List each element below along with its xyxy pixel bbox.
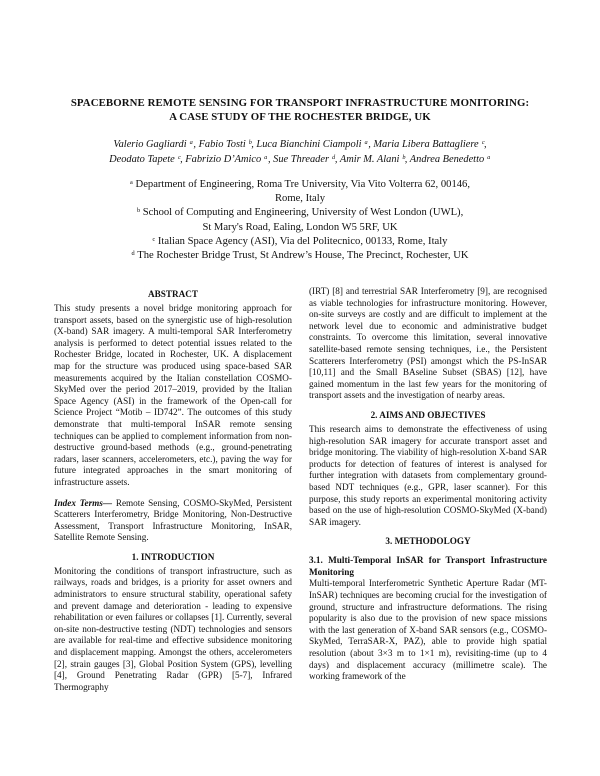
paper-title [40, 96, 560, 124]
methodology-text: Multi-temporal Interferometric Synthetic Aperture Radar (MT-InSAR) techniques are becoming crucial for the investigation of ground, structure and infrastructure deformations. The rising popularity is also due to the provision of new space missions with the last generation of X-band SAR sensors (e.g., COSMO-SkyMed, TerraSAR-X, PAZ), able to provide high spatial resolution (about 3×3 m to 1×1 m), revisiting-time (up to 4 days) and displacement accuracy (millimetre scale). The working framework of the [309, 578, 547, 682]
aims-text: This research aims to demonstrate the effectiveness of using high-resolution SAR imagery for accurate transport asset and bridge monitoring. The viability of high-resolution X-band SAR products for detection of features of interest is analysed for further integration with datasets from complementary ground-based NDT techniques (e.g., GPR, laser scanner). For this purpose, this study reports an experimental monitoring activity based on the use of high-resolution COSMO-SkyMed (X-band) SAR imagery. [309, 423, 547, 527]
introduction-text: Monitoring the conditions of transport infrastructure, such as railways, roads and bridges, is a priority for asset owners and administrators to ensure structural stability, operational safety and prevent damage and deterioration - leading to expensive rehabilitation or even failures or collapses [1]. Currently, several on-site non-destructive testing (NDT) technologies and sensors are available for real-time and effective subsidence monitoring and displacement mapping. Amongst the others, accelerometers [2], strain gauges [3], Global Position System (GPS), levelling [4], Ground Penetrating Radar (GPR) [5-7], Infrared Thermography [54, 565, 292, 692]
affiliation-a-line-2: Rome, Italy [274, 193, 325, 205]
index-terms [54, 498, 292, 544]
author-list [40, 137, 560, 167]
left-column [54, 288, 292, 693]
affiliation-b-line-1: ᵇ School of Computing and Engineering, University of West London (UWL), [136, 207, 464, 219]
methodology-heading: 3. METHODOLOGY [385, 536, 471, 547]
affiliations [60, 178, 540, 263]
abstract-heading: ABSTRACT [147, 289, 199, 299]
right-column [309, 286, 547, 683]
title-line-2: A CASE STUDY OF THE ROCHESTER BRIDGE, UK [169, 111, 431, 123]
authors-line-2: Deodato Tapete ᶜ, Fabrizio D’Amico ᵃ, Sue Threader ᵈ, Amir M. Alani ᵇ, Andrea Benedetto ᵃ [109, 154, 491, 165]
affiliation-b-line-2: St Mary's Road, Ealing, London W5 5RF, UK [202, 221, 398, 233]
affiliation-d: ᵈ The Rochester Bridge Trust, St Andrew’s House, The Precinct, Rochester, UK [131, 250, 469, 262]
authors-line-1: Valerio Gagliardi ᵃ, Fabio Tosti ᵇ, Luca Bianchini Ciampoli ᵃ, Maria Libera Battagliere ᶜ, [113, 139, 487, 150]
methodology-subheading: 3.1. Multi-Temporal InSAR for Transport Infrastructure Monitoring [309, 555, 547, 577]
introduction-heading: 1. INTRODUCTION [131, 551, 215, 562]
abstract-text: This study presents a novel bridge monitoring approach for transport assets, based on the synergistic use of high-resolution (X-band) SAR imagery. A multi-temporal SAR Interferometry analysis is performed to detect potential issues related to the Rochester Bridge, located in Rochester, UK. A displacement map for the structure was produced using space-based SAR measurements acquired by the Italian constellation COSMO-SkyMed over the period 2017–2019, provided by the Italian Space Agency (ASI) in the framework of the Open-call for Science Project “Motib – ID742”. The outcomes of this study demonstrate that multi-temporal InSAR remote sensing techniques can be applied to complement information from non-destructive ground-based methods (e.g., ground-penetrating radars, laser scanners, accelerometers, etc.), paving the way for future integrated approaches in the smart monitoring of infrastructure assets. [54, 303, 292, 487]
affiliation-c: ᶜ Italian Space Agency (ASI), Via del Politecnico, 00133, Rome, Italy [152, 235, 448, 247]
index-terms-text: Remote Sensing, COSMO-SkyMed, Persistent Scatterers Interferometry, Bridge Monitoring, Non-Destructive Assessment, Transport Infrastructure Monitoring, InSAR, Satellite Remote Sensing. [54, 497, 293, 543]
title-line-1: SPACEBORNE REMOTE SENSING FOR TRANSPORT INFRASTRUCTURE MONITORING: [70, 97, 530, 109]
aims-heading: 2. AIMS AND OBJECTIVES [370, 409, 486, 420]
introduction-continued: (IRT) [8] and terrestrial SAR Interferometry [9], are recognised as viable technologies for infrastructure monitoring. However, on-site surveys are costly and are difficult to implement at the network level due to economic and administrative budget constraints. To overcome this limitation, several innovative satellite-based remote sensing techniques, i.e., the Persistent Scatterers Interferometry (PSI) amongst which the PS-InSAR [10,11] and the Small BAseline Subset (SBAS) [12], have gained momentum in the last few years for the monitoring of transport assets and the investigation of nearby areas. [309, 286, 547, 401]
index-terms-label: Index Terms— [54, 497, 113, 508]
affiliation-a-line-1: ᵃ Department of Engineering, Roma Tre University, Via Vito Volterra 62, 00146, [130, 179, 470, 190]
